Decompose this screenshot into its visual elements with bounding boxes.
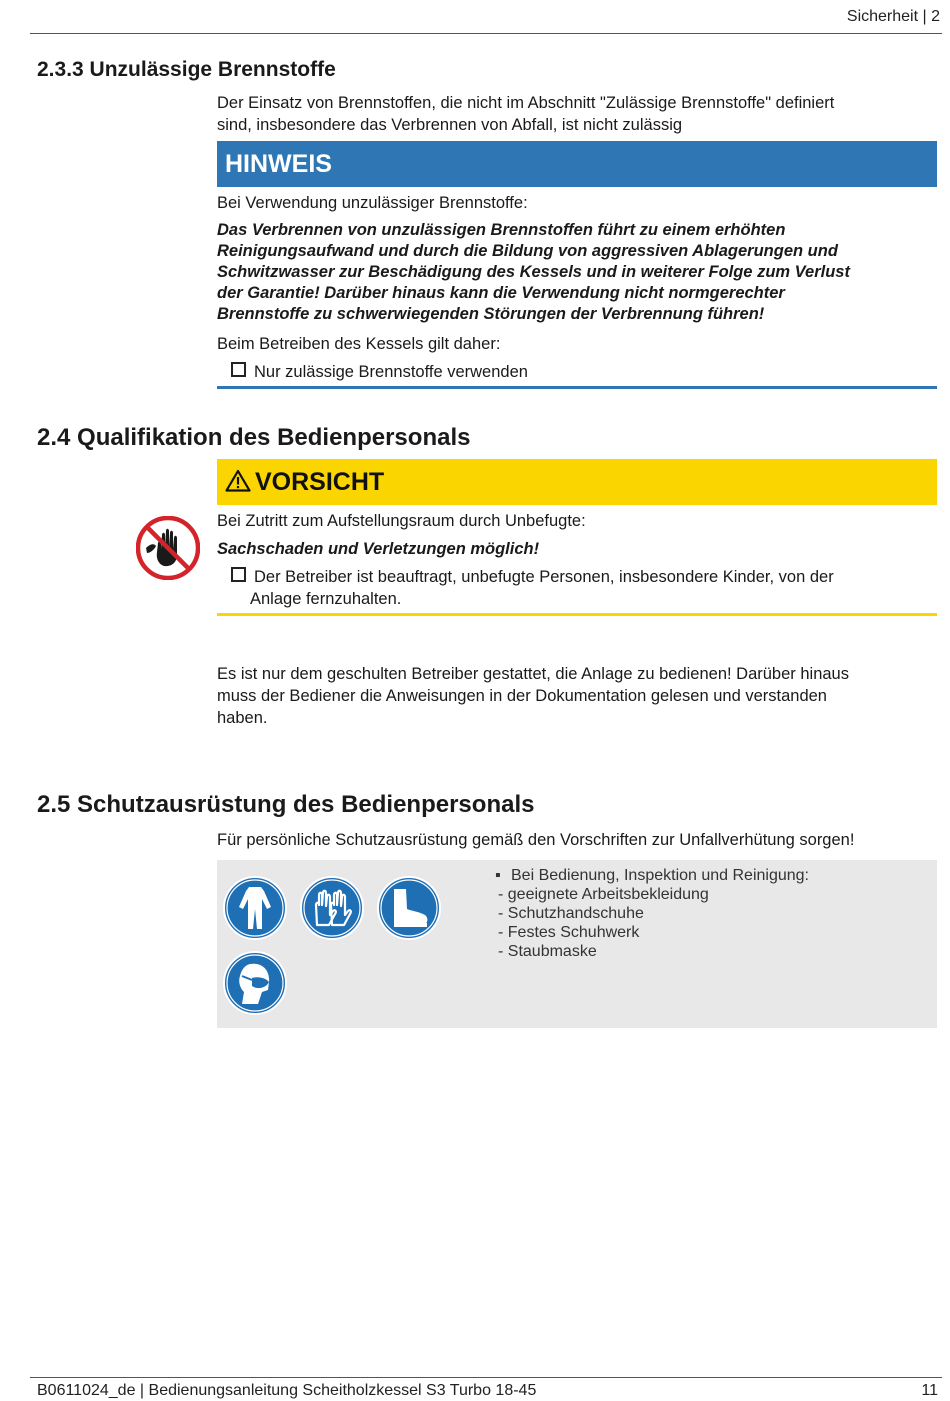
vorsicht-lead: Bei Zutritt zum Aufstellungsraum durch Unbefugte: <box>217 512 586 530</box>
ppe-list-item: - Schutzhandschuhe <box>498 905 644 922</box>
vorsicht-bottom-rule <box>217 613 937 616</box>
action-text: Der Betreiber ist beauftragt, unbefugte Personen, insbesondere Kinder, von der <box>254 568 834 586</box>
action-text: Nur zulässige Brennstoffe verwenden <box>254 363 528 381</box>
action-item-fuel <box>231 361 946 383</box>
section-title-24: 2.4 Qualifikation des Bedienpersonals <box>37 424 471 451</box>
hinweis-line: Das Verbrennen von unzulässigen Brennstoffen führt zu einem erhöhten <box>217 221 786 239</box>
ppe-list-item: - geeignete Arbeitsbekleidung <box>498 886 709 903</box>
hinweis-line: der Garantie! Darüber hinaus kann die Verwendung nicht normgerechter <box>217 284 785 302</box>
ppe-intro: Für persönliche Schutzausrüstung gemäß den Vorschriften zur Unfallverhütung sorgen! <box>217 831 855 849</box>
operate-text: Beim Betreiben des Kessels gilt daher: <box>217 335 501 353</box>
warning-triangle-icon <box>225 469 251 492</box>
ppe-list-item: - Festes Schuhwerk <box>498 924 640 941</box>
ppe-list <box>495 866 809 961</box>
paragraph-line: muss der Bediener die Anweisungen in der Dokumentation gelesen und verstanden <box>217 687 827 705</box>
footer-doc-id: B0611024_de | Bedienungsanleitung Scheitholzkessel S3 Turbo 18-45 <box>37 1382 537 1399</box>
header-section: Sicherheit | 2 <box>846 8 940 25</box>
qualification-paragraph <box>217 663 932 729</box>
no-entry-hand-icon <box>136 516 200 580</box>
intro-line: Der Einsatz von Brennstoffen, die nicht im Abschnitt "Zulässige Brennstoffe" definiert <box>217 94 835 112</box>
checkbox-icon <box>231 567 246 582</box>
ppe-panel <box>217 860 937 1028</box>
vorsicht-consequence: Sachschaden und Verletzungen möglich! <box>217 540 540 558</box>
protective-clothing-icon <box>222 875 288 941</box>
ppe-list-head: ▪ Bei Bedienung, Inspektion und Reinigung: <box>495 867 809 884</box>
safety-boots-icon <box>376 875 442 941</box>
header-divider <box>30 33 942 34</box>
vorsicht-label: VORSICHT <box>255 468 385 496</box>
section-title-233: 2.3.3 Unzulässige Brennstoffe <box>37 58 336 81</box>
footer-divider <box>30 1377 942 1378</box>
vorsicht-label-wrap <box>225 468 384 497</box>
action-text: Anlage fernzuhalten. <box>250 590 402 608</box>
intro-paragraph-233 <box>217 92 932 136</box>
vorsicht-banner <box>217 459 937 505</box>
hinweis-lead: Bei Verwendung unzulässiger Brennstoffe: <box>217 194 528 212</box>
intro-line: sind, insbesondere das Verbrennen von Abfall, ist nicht zulässig <box>217 116 683 134</box>
hinweis-banner <box>217 141 937 187</box>
gloves-icon <box>299 875 365 941</box>
hinweis-bottom-rule <box>217 386 937 389</box>
paragraph-line: haben. <box>217 709 268 727</box>
hinweis-line: Reinigungsaufwand und durch die Bildung von aggressiven Ablagerungen und <box>217 242 838 260</box>
hinweis-line: Schwitzwasser zur Beschädigung des Kessels und in weiterer Folge zum Verlust <box>217 263 850 281</box>
paragraph-line: Es ist nur dem geschulten Betreiber gestattet, die Anlage zu bedienen! Darüber hinaus <box>217 665 849 683</box>
hinweis-label: HINWEIS <box>225 150 332 178</box>
action-item-unauthorized <box>231 566 931 610</box>
page-number: 11 <box>921 1382 938 1399</box>
dust-mask-icon <box>222 950 288 1016</box>
hinweis-line: Brennstoffe zu schwerwiegenden Störungen der Verbrennung führen! <box>217 305 765 323</box>
checkbox-icon <box>231 362 246 377</box>
section-title-25: 2.5 Schutzausrüstung des Bedienpersonals <box>37 791 535 818</box>
ppe-list-item: - Staubmaske <box>498 943 597 960</box>
hinweis-body <box>217 220 932 325</box>
